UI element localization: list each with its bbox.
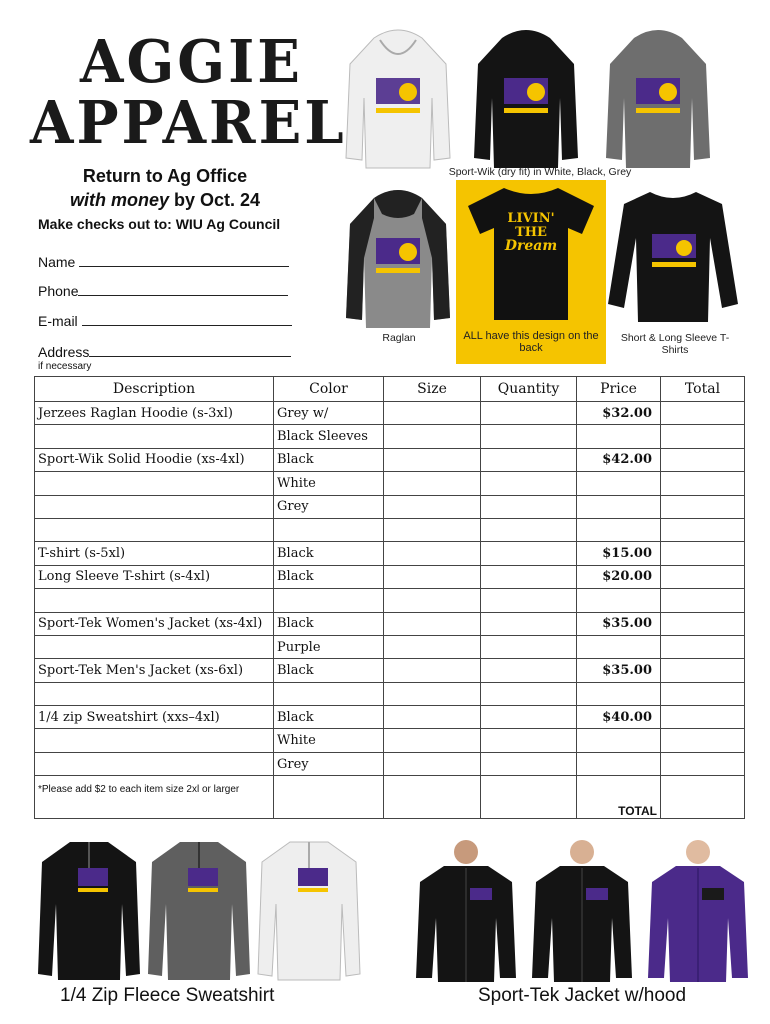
back-design-line-1: LIVIN'	[507, 211, 555, 226]
total-cell[interactable]	[661, 518, 745, 541]
total-cell[interactable]	[661, 635, 745, 658]
color-cell: Black	[274, 659, 384, 682]
header-color: Color	[274, 377, 384, 402]
description-cell: Sport-Wik Solid Hoodie (xs-4xl)	[35, 448, 274, 471]
price-cell	[577, 589, 661, 612]
hoodie-caption: Sport-Wik (dry fit) in White, Black, Grey	[448, 166, 632, 178]
color-cell: Purple	[274, 635, 384, 658]
description-cell	[35, 472, 274, 495]
table-footer-row	[35, 776, 745, 819]
back-design-caption: ALL have this design on the back	[463, 330, 599, 354]
size-cell[interactable]	[384, 659, 481, 682]
back-design-panel	[456, 180, 606, 364]
price-cell	[577, 425, 661, 448]
table-row	[35, 402, 745, 425]
table-row	[35, 635, 745, 658]
title-line-2: APPAREL	[30, 88, 347, 158]
jacket-caption: Sport-Tek Jacket w/hood	[478, 985, 687, 1006]
table-row	[35, 682, 745, 705]
quantity-cell[interactable]	[481, 542, 577, 565]
table-row	[35, 729, 745, 752]
table-row	[35, 472, 745, 495]
size-cell[interactable]	[384, 472, 481, 495]
description-cell: Sport-Tek Men's Jacket (xs-6xl)	[35, 659, 274, 682]
white-quarter-zip-image	[256, 834, 362, 982]
color-cell: Grey	[274, 495, 384, 518]
white-hoodie-image	[344, 28, 452, 176]
color-cell	[274, 518, 384, 541]
quantity-cell[interactable]	[481, 589, 577, 612]
table-row	[35, 706, 745, 729]
purple-jacket-image	[646, 838, 750, 982]
address-note: if necessary	[38, 361, 92, 372]
header-total: Total	[661, 377, 745, 402]
quantity-cell[interactable]	[481, 635, 577, 658]
price-cell	[577, 752, 661, 775]
quantity-cell[interactable]	[481, 752, 577, 775]
color-cell: Grey	[274, 752, 384, 775]
table-header-row	[35, 377, 745, 402]
footer-size	[384, 776, 481, 819]
price-cell: $42.00	[577, 448, 661, 471]
size-cell[interactable]	[384, 706, 481, 729]
description-cell	[35, 518, 274, 541]
total-cell[interactable]	[661, 448, 745, 471]
price-cell	[577, 729, 661, 752]
quantity-cell[interactable]	[481, 472, 577, 495]
header-quantity: Quantity	[481, 377, 577, 402]
header-description: Description	[35, 377, 274, 402]
color-cell: Black Sleeves	[274, 425, 384, 448]
quantity-cell[interactable]	[481, 729, 577, 752]
table-row	[35, 495, 745, 518]
order-table	[34, 376, 745, 819]
size-cell[interactable]	[384, 542, 481, 565]
total-cell[interactable]	[661, 472, 745, 495]
grey-quarter-zip-image	[146, 834, 252, 982]
phone-label: Phone	[38, 283, 79, 299]
description-cell: 1/4 zip Sweatshirt (xxs–4xl)	[35, 706, 274, 729]
color-cell: White	[274, 472, 384, 495]
description-cell	[35, 729, 274, 752]
size-cell[interactable]	[384, 752, 481, 775]
total-cell[interactable]	[661, 682, 745, 705]
total-cell[interactable]	[661, 752, 745, 775]
color-cell: Black	[274, 706, 384, 729]
phone-field[interactable]	[38, 283, 288, 299]
color-cell	[274, 682, 384, 705]
name-field[interactable]	[38, 254, 289, 270]
back-design-text	[496, 212, 566, 254]
grey-hoodie-image	[604, 28, 712, 176]
long-sleeve-tshirt-image	[606, 186, 740, 330]
table-row	[35, 448, 745, 471]
price-cell	[577, 518, 661, 541]
total-cell[interactable]	[661, 706, 745, 729]
price-cell	[577, 495, 661, 518]
total-cell[interactable]	[661, 542, 745, 565]
size-cell[interactable]	[384, 729, 481, 752]
color-cell: Black	[274, 612, 384, 635]
deadline-date: by Oct. 24	[168, 190, 261, 210]
price-cell: $35.00	[577, 612, 661, 635]
header-size: Size	[384, 377, 481, 402]
grand-total-cell[interactable]	[661, 776, 745, 819]
address-label: Address	[38, 344, 90, 360]
quantity-cell[interactable]	[481, 565, 577, 588]
price-cell	[577, 635, 661, 658]
footer-quantity	[481, 776, 577, 819]
email-label: E-mail	[38, 313, 78, 329]
back-tshirt-image	[464, 184, 598, 324]
size-cell[interactable]	[384, 495, 481, 518]
total-cell[interactable]	[661, 425, 745, 448]
price-cell: $35.00	[577, 659, 661, 682]
name-line[interactable]	[79, 254, 289, 267]
table-row	[35, 565, 745, 588]
table-row	[35, 518, 745, 541]
raglan-caption: Raglan	[382, 332, 416, 344]
size-cell[interactable]	[384, 425, 481, 448]
price-cell: $32.00	[577, 402, 661, 425]
description-cell: Jerzees Raglan Hoodie (s-3xl)	[35, 402, 274, 425]
description-cell	[35, 425, 274, 448]
color-cell: White	[274, 729, 384, 752]
price-cell: $40.00	[577, 706, 661, 729]
return-instruction: Return to Ag Office	[82, 166, 248, 186]
address-field[interactable]	[38, 344, 291, 360]
price-cell	[577, 682, 661, 705]
color-cell: Black	[274, 565, 384, 588]
size-cell[interactable]	[384, 565, 481, 588]
description-cell: Long Sleeve T-shirt (s-4xl)	[35, 565, 274, 588]
description-cell: T-shirt (s-5xl)	[35, 542, 274, 565]
quantity-cell[interactable]	[481, 612, 577, 635]
size-cell[interactable]	[384, 612, 481, 635]
quantity-cell[interactable]	[481, 659, 577, 682]
description-cell	[35, 682, 274, 705]
total-cell[interactable]	[661, 729, 745, 752]
total-cell[interactable]	[661, 612, 745, 635]
description-cell	[35, 752, 274, 775]
mens-black-jacket-image	[414, 838, 518, 982]
size-cell[interactable]	[384, 682, 481, 705]
quantity-cell[interactable]	[481, 402, 577, 425]
total-cell[interactable]	[661, 565, 745, 588]
total-cell[interactable]	[661, 402, 745, 425]
title-line-1: AGGIE	[80, 27, 303, 97]
description-cell: Sport-Tek Women's Jacket (xs-4xl)	[35, 612, 274, 635]
name-label: Name	[38, 254, 76, 270]
total-cell[interactable]	[661, 659, 745, 682]
price-cell	[577, 472, 661, 495]
quantity-cell[interactable]	[481, 706, 577, 729]
color-cell: Black	[274, 542, 384, 565]
description-cell	[35, 589, 274, 612]
back-design-line-3: Dream	[504, 238, 558, 255]
email-field[interactable]	[38, 313, 292, 329]
quantity-cell[interactable]	[481, 425, 577, 448]
address-line[interactable]	[89, 344, 291, 357]
black-hoodie-image	[472, 28, 580, 176]
size-cell[interactable]	[384, 635, 481, 658]
black-quarter-zip-image	[36, 834, 142, 982]
tshirt-caption: Short & Long Sleeve T-Shirts	[620, 332, 730, 356]
size-surcharge-note: *Please add $2 to each item size 2xl or larger	[35, 776, 274, 819]
email-line[interactable]	[82, 313, 292, 326]
size-cell[interactable]	[384, 589, 481, 612]
table-row	[35, 612, 745, 635]
size-cell[interactable]	[384, 518, 481, 541]
quantity-cell[interactable]	[481, 518, 577, 541]
table-row	[35, 752, 745, 775]
deadline-instruction	[0, 190, 330, 211]
quantity-cell[interactable]	[481, 495, 577, 518]
table-row	[35, 542, 745, 565]
quantity-cell[interactable]	[481, 682, 577, 705]
deadline-emphasis: with money	[69, 190, 169, 210]
footer-color	[274, 776, 384, 819]
table-row	[35, 659, 745, 682]
womens-black-jacket-image	[530, 838, 634, 982]
header-price: Price	[577, 377, 661, 402]
description-cell	[35, 635, 274, 658]
price-cell: $20.00	[577, 565, 661, 588]
total-cell[interactable]	[661, 495, 745, 518]
price-cell: $15.00	[577, 542, 661, 565]
checks-payable: Make checks out to: WIU Ag Council	[38, 216, 281, 232]
table-row	[35, 425, 745, 448]
table-row	[35, 589, 745, 612]
quantity-cell[interactable]	[481, 448, 577, 471]
total-cell[interactable]	[661, 589, 745, 612]
back-design-line-2: THE	[515, 224, 547, 240]
color-cell	[274, 589, 384, 612]
size-cell[interactable]	[384, 402, 481, 425]
description-cell	[35, 495, 274, 518]
quarter-zip-caption: 1/4 Zip Fleece Sweatshirt	[60, 985, 275, 1006]
raglan-hoodie-image	[344, 188, 452, 336]
color-cell: Grey w/	[274, 402, 384, 425]
color-cell: Black	[274, 448, 384, 471]
total-label: TOTAL	[577, 776, 661, 819]
size-cell[interactable]	[384, 448, 481, 471]
phone-line[interactable]	[78, 283, 288, 296]
